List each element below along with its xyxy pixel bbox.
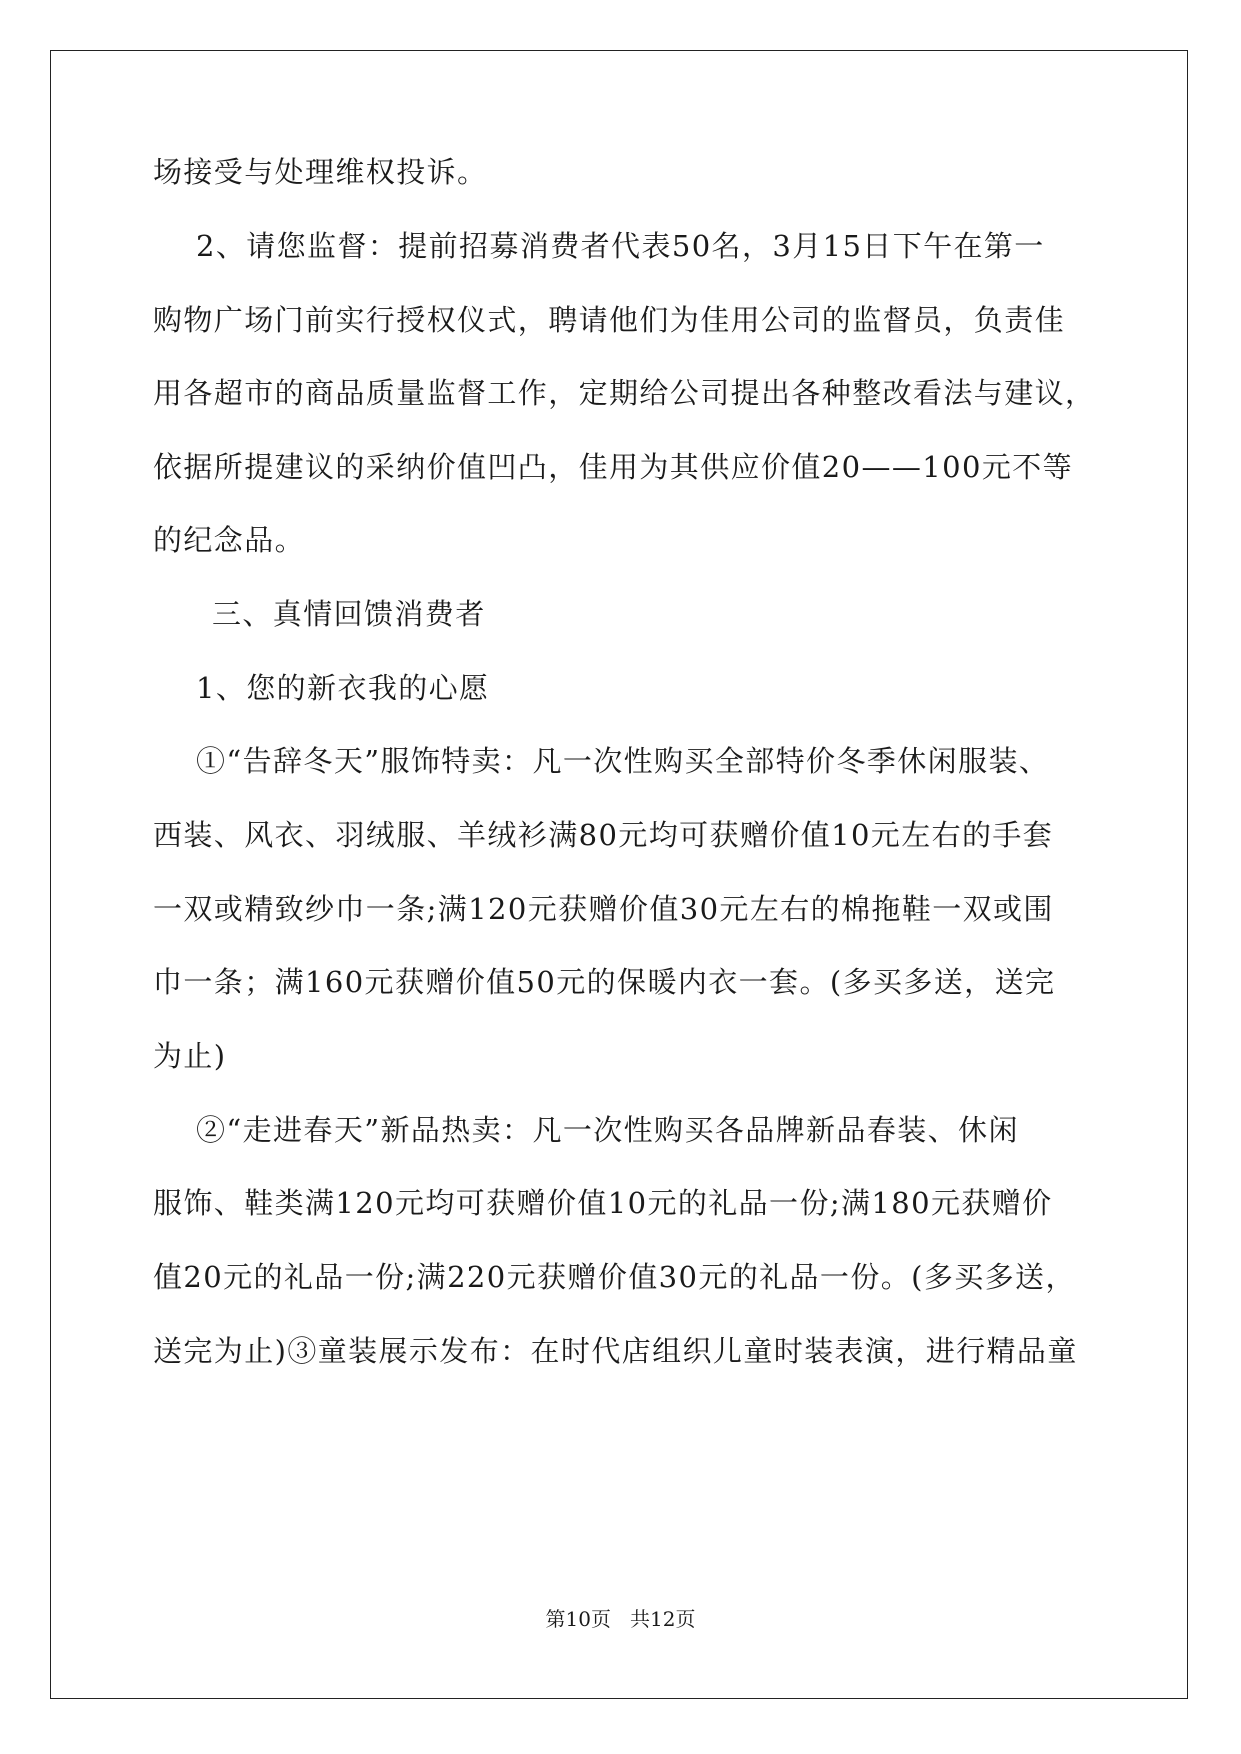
- text-line: 服饰、鞋类满120元均可获赠价值10元的礼品一份;满180元获赠价: [153, 1186, 1053, 1220]
- text-line: 2、请您监督：提前招募消费者代表50名，3月15日下午在第一: [196, 229, 1045, 263]
- text-line: 一双或精致纱巾一条;满120元获赠价值30元左右的棉拖鞋一双或围: [153, 892, 1054, 926]
- section-heading: 三、真情回馈消费者: [212, 597, 486, 631]
- text-line: 送完为止)③童装展示发布：在时代店组织儿童时装表演，进行精品童: [153, 1334, 1078, 1368]
- subsection-heading: 1、您的新衣我的心愿: [196, 671, 490, 705]
- text-line: ①“告辞冬天”服饰特卖：凡一次性购买全部特价冬季休闲服装、: [196, 744, 1050, 778]
- text-line: 场接受与处理维权投诉。: [153, 155, 488, 189]
- text-line: ②“走进春天”新品热卖：凡一次性购买各品牌新品春装、休闲: [196, 1113, 1019, 1147]
- text-line: 巾一条；满160元获赠价值50元的保暖内衣一套。(多买多送，送完: [153, 965, 1056, 999]
- text-line: 用各超市的商品质量监督工作，定期给公司提出各种整改看法与建议，: [153, 376, 1096, 410]
- text-line: 购物广场门前实行授权仪式，聘请他们为佳用公司的监督员，负责佳: [153, 303, 1066, 337]
- page-border: [50, 50, 1188, 1699]
- text-line: 为止): [153, 1039, 227, 1073]
- page-number-footer: 第10页 共12页: [545, 1607, 696, 1631]
- text-line: 依据所提建议的采纳价值凹凸，佳用为其供应价值20——100元不等: [153, 450, 1074, 484]
- text-line: 西装、风衣、羽绒服、羊绒衫满80元均可获赠价值10元左右的手套: [153, 818, 1054, 852]
- text-line: 值20元的礼品一份;满220元获赠价值30元的礼品一份。(多买多送，: [153, 1260, 1076, 1294]
- text-line: 的纪念品。: [153, 523, 306, 557]
